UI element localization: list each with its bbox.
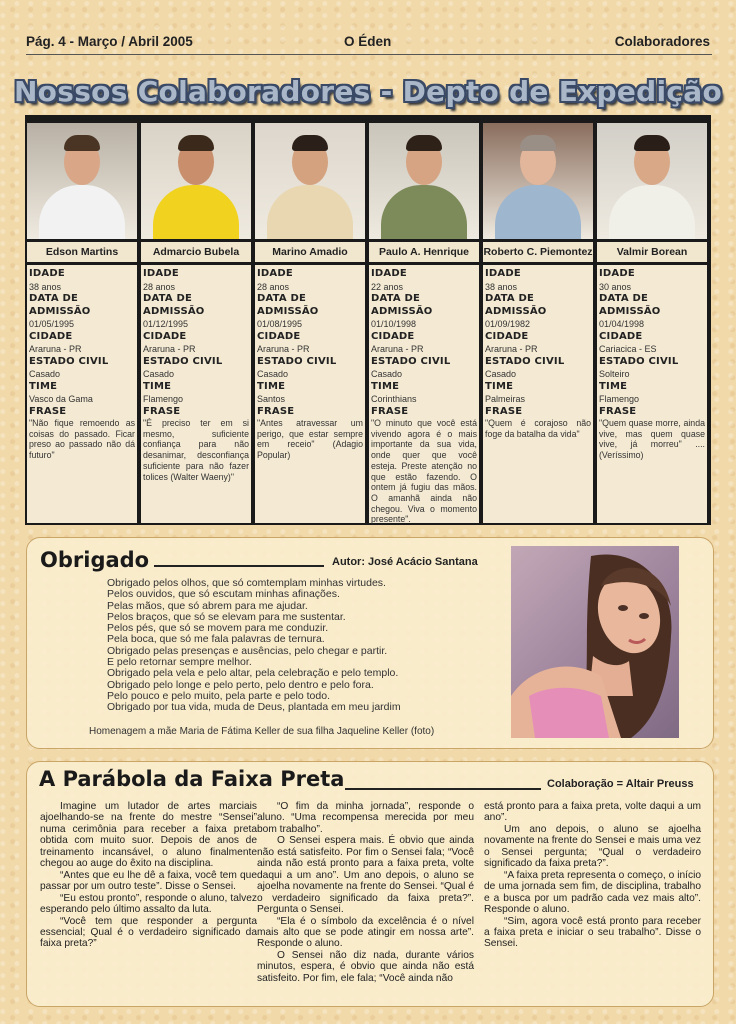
- poem-line: Obrigado pelas presenças e ausências, pelo chegar e partir.: [107, 644, 388, 657]
- poem-line: E pelo retornar sempre melhor.: [107, 656, 252, 669]
- field-value-idade: 22 anos: [371, 281, 404, 292]
- field-value-cidade: Araruna - PR: [371, 344, 424, 354]
- field-value-idade: 28 anos: [257, 281, 290, 292]
- paragraph: Imagine um lutador de artes marciais ajoelhando-se na frente do mestre “Sensei” numa cerimônia para receber a faixa preta obtida com muito suor. Depois de anos de treinamento incansável, o aluno finalmente chegou ao auge do êxito na disciplina.: [40, 801, 257, 870]
- field-label: IDADE: [371, 268, 407, 279]
- obrigado-dedication: Homenagem a mãe Maria de Fátima Keller de sua filha Jaqueline Keller (foto): [89, 726, 435, 737]
- field-value-estado: Casado: [257, 369, 289, 379]
- field-label: ESTADO CIVIL: [143, 355, 223, 367]
- collaborator-photo: [483, 123, 593, 239]
- field-label: IDADE: [29, 268, 65, 279]
- field-value-idade: 38 anos: [485, 281, 518, 292]
- field-label: TIME: [371, 380, 400, 392]
- field-label: ESTADO CIVIL: [599, 355, 679, 367]
- field-value-admissao: 01/05/1995: [29, 319, 75, 329]
- field-value-cidade: Araruna - PR: [143, 344, 196, 354]
- paragraph: O Sensei não diz nada, durante vários minutos, espera, é obvio que ainda não está satisfeito. Por fim, ele fala; “Você ainda não: [257, 949, 474, 984]
- field-value-frase: "Quem é corajoso não foge da batalha da vida": [485, 418, 591, 439]
- collaborator-info: [597, 265, 707, 523]
- collaborator-name: Valmir Borean: [597, 242, 707, 262]
- field-label: IDADE: [599, 268, 635, 279]
- field-label: TIME: [257, 380, 286, 392]
- field-value-admissao: 01/10/1998: [371, 319, 417, 329]
- field-label: TIME: [143, 380, 172, 392]
- field-label: TIME: [599, 380, 628, 392]
- poem-line: Obrigado pela vela e pelo altar, pela celebração e pelo templo.: [107, 667, 399, 680]
- collaborator-card: [25, 115, 137, 525]
- collaborator-photo: [141, 123, 251, 239]
- field-value-admissao: 01/09/1982: [485, 319, 531, 329]
- field-label: IDADE: [257, 268, 293, 279]
- field-value-admissao: 01/12/1995: [143, 319, 189, 329]
- field-value-cidade: Araruna - PR: [257, 344, 310, 354]
- poem-line: Pelos ouvidos, que só escutam minhas afinações.: [107, 588, 340, 601]
- poem-line: Obrigado pelos olhos, que só comtemplam minhas virtudes.: [107, 577, 386, 589]
- paragraph: “Sim, agora você está pronto para receber a faixa preta e iniciar o seu trabalho”. Disse o Sensei.: [484, 915, 701, 950]
- title-underline: [154, 565, 324, 567]
- field-label: CIDADE: [143, 330, 187, 342]
- field-value-frase: "Antes atravessar um perigo, que estar sempre em receio" (Adagio Popular): [257, 418, 363, 461]
- field-label: CIDADE: [485, 330, 529, 342]
- field-label: ESTADO CIVIL: [257, 355, 337, 367]
- parabola-credit: Colaboração = Altair Preuss: [547, 778, 694, 790]
- collaborator-info: [141, 265, 251, 523]
- paragraph: “Você tem que responder a pergunta essencial; Qual é o verdadeiro significado da faixa preta?”: [40, 915, 257, 950]
- collaborators-grid: [25, 115, 711, 525]
- parabola-column-3: [484, 801, 701, 950]
- field-value-idade: 28 anos: [143, 281, 176, 292]
- poem-line: Obrigado pelo longe e pelo perto, pelo dentro e pelo fora.: [107, 678, 374, 691]
- field-value-time: Palmeiras: [485, 394, 526, 404]
- field-value-admissao: 01/08/1995: [257, 319, 303, 329]
- collaborator-info: [369, 265, 479, 523]
- field-label: DATA DE ADMISSÃO: [29, 293, 91, 317]
- parabola-column-2: [257, 801, 474, 984]
- poem-line: Obrigado por tua vida, muda de Deus, plantada em meu jardim: [107, 701, 401, 714]
- field-value-estado: Casado: [29, 369, 61, 379]
- field-label: DATA DE ADMISSÃO: [599, 293, 661, 317]
- field-label: DATA DE ADMISSÃO: [143, 293, 205, 317]
- field-value-time: Flamengo: [599, 394, 640, 404]
- newsletter-name: O Éden: [344, 34, 392, 49]
- collaborator-info: [483, 265, 593, 523]
- paragraph: “Eu estou pronto”, responde o aluno, talvez esperando pelo último assalto da luta.: [40, 892, 257, 916]
- field-value-cidade: Cariacica - ES: [599, 344, 657, 354]
- poem-line: Pelos pés, que só se movem para me conduzir.: [107, 622, 329, 635]
- field-label: ESTADO CIVIL: [371, 355, 451, 367]
- poem-line: Pelo pouco e pelo muito, pela parte e pelo todo.: [107, 689, 330, 702]
- field-label: TIME: [485, 380, 514, 392]
- field-label: FRASE: [143, 405, 181, 417]
- title-underline: [345, 788, 541, 790]
- poem-line: Pela boca, que só me fala palavras de ternura.: [107, 633, 325, 646]
- parabola-panel: [26, 761, 714, 1007]
- collaborator-info: [255, 265, 365, 523]
- field-label: IDADE: [143, 268, 179, 279]
- collaborator-name: Edson Martins: [27, 242, 137, 262]
- portrait-photo: [511, 546, 679, 738]
- obrigado-panel: [26, 537, 714, 749]
- field-value-frase: "Quem quase morre, ainda vive, mas quem quase vive, já morreu" .... (Veríssimo): [599, 418, 705, 461]
- field-value-cidade: Araruna - PR: [29, 344, 82, 354]
- collaborator-info: [27, 265, 137, 523]
- poem-line: Pelos braços, que só se elevam para me sustentar.: [107, 610, 346, 623]
- field-label: CIDADE: [29, 330, 73, 342]
- field-label: CIDADE: [257, 330, 301, 342]
- collaborator-name: Marino Amadio: [255, 242, 365, 262]
- collaborator-name: Admarcio Bubela: [141, 242, 251, 262]
- field-label: FRASE: [371, 405, 409, 417]
- collaborator-name: Paulo A. Henrique: [369, 242, 479, 262]
- field-value-frase: "Não fique remoendo as coisas do passado. Ficar preso ao passado não dá futuro": [29, 418, 135, 461]
- field-value-time: Flamengo: [143, 394, 184, 404]
- field-label: FRASE: [257, 405, 295, 417]
- field-value-estado: Casado: [485, 369, 517, 379]
- field-label: FRASE: [599, 405, 637, 417]
- field-value-frase: "O minuto que você está vivendo agora é o mais importante da sua vida, onde quer que você esteja. Preste atenção no que estão fazendo. O ontem já fugiu das mãos. O amanhã ainda não chegou. Viva o momento presente".: [371, 418, 477, 525]
- collaborator-card: [139, 115, 251, 525]
- paragraph: “Antes que eu lhe dê a faixa, você tem que passar por um outro teste”. Disse o Sensei.: [40, 869, 257, 893]
- field-value-estado: Casado: [371, 369, 403, 379]
- collaborator-photo: [369, 123, 479, 239]
- field-value-admissao: 01/04/1998: [599, 319, 645, 329]
- page-header: [26, 34, 712, 55]
- collaborator-photo: [27, 123, 137, 239]
- field-value-frase: "É preciso ter em si mesmo, suficiente confiança para não desanimar, desconfiança suficiente para não fazer tolices (Walter Waeny)": [143, 418, 249, 482]
- field-label: CIDADE: [599, 330, 643, 342]
- field-label: TIME: [29, 380, 58, 392]
- field-value-time: Corinthians: [371, 394, 417, 404]
- paragraph: Um ano depois, o aluno se ajoelha novamente na frente do Sensei e mais uma vez o Sensei pergunta; “Qual o verdadeiro significado da faixa preta?”.: [484, 823, 701, 870]
- collaborator-photo: [255, 123, 365, 239]
- field-value-estado: Solteiro: [599, 369, 630, 379]
- poem-line: Pelas mãos, que só abrem para me ajudar.: [107, 599, 308, 612]
- obrigado-poem: [107, 578, 401, 714]
- parabola-column-1: [40, 801, 257, 950]
- section-name: Colaboradores: [614, 34, 710, 49]
- paragraph: está pronto para a faixa preta, volte daqui a um ano”.: [484, 801, 701, 824]
- field-label: DATA DE ADMISSÃO: [257, 293, 319, 317]
- page-number-date: Pág. 4 - Março / Abril 2005: [26, 34, 193, 49]
- paragraph: “O fim da minha jornada”, responde o aluno. “Uma recompensa merecida por meu bom trabalho”.: [257, 801, 474, 835]
- field-label: ESTADO CIVIL: [29, 355, 109, 367]
- collaborator-card: [481, 115, 593, 525]
- obrigado-title: Obrigado: [40, 548, 150, 572]
- collaborator-photo: [597, 123, 707, 239]
- field-label: DATA DE ADMISSÃO: [485, 293, 547, 317]
- field-label: CIDADE: [371, 330, 415, 342]
- field-label: DATA DE ADMISSÃO: [371, 293, 433, 317]
- field-value-estado: Casado: [143, 369, 175, 379]
- paragraph: O Sensei espera mais. É obvio que ainda não está satisfeito. Por fim o Sensei fala; “Você ainda não está pronto para a faixa preta, volte daqui a um ano”. Um ano depois, o aluno se ajoelha novamente na frente do Sensei. “Qual é o verdadeiro significado da faixa preta?”. Pergunta o Sensei.: [257, 835, 474, 916]
- field-value-idade: 38 anos: [29, 281, 62, 292]
- obrigado-author: Autor: José Acácio Santana: [332, 556, 478, 568]
- field-value-cidade: Araruna - PR: [485, 344, 538, 354]
- field-value-time: Vasco da Gama: [29, 394, 93, 404]
- field-label: FRASE: [485, 405, 523, 417]
- field-value-idade: 30 anos: [599, 281, 632, 292]
- field-label: IDADE: [485, 268, 521, 279]
- page-title: Nossos Colaboradores - Depto de Expedição: [13, 75, 723, 108]
- field-value-time: Santos: [257, 394, 286, 404]
- collaborator-card: [367, 115, 479, 525]
- parabola-title: A Parábola da Faixa Preta: [39, 767, 345, 791]
- collaborator-card: [595, 115, 707, 525]
- collaborator-card: [253, 115, 365, 525]
- paragraph: “A faixa preta representa o começo, o início de uma jornada sem fim, de disciplina, trabalho e a busca por um padrão cada vez mais alto”. Responde o aluno.: [484, 869, 701, 916]
- field-label: ESTADO CIVIL: [485, 355, 565, 367]
- paragraph: “Ela é o símbolo da excelência é o nível mais alto que se pode atingir em nossa arte”. Responde o aluno.: [257, 915, 474, 950]
- field-label: FRASE: [29, 405, 67, 417]
- collaborator-name: Roberto C. Piemontez: [483, 242, 593, 262]
